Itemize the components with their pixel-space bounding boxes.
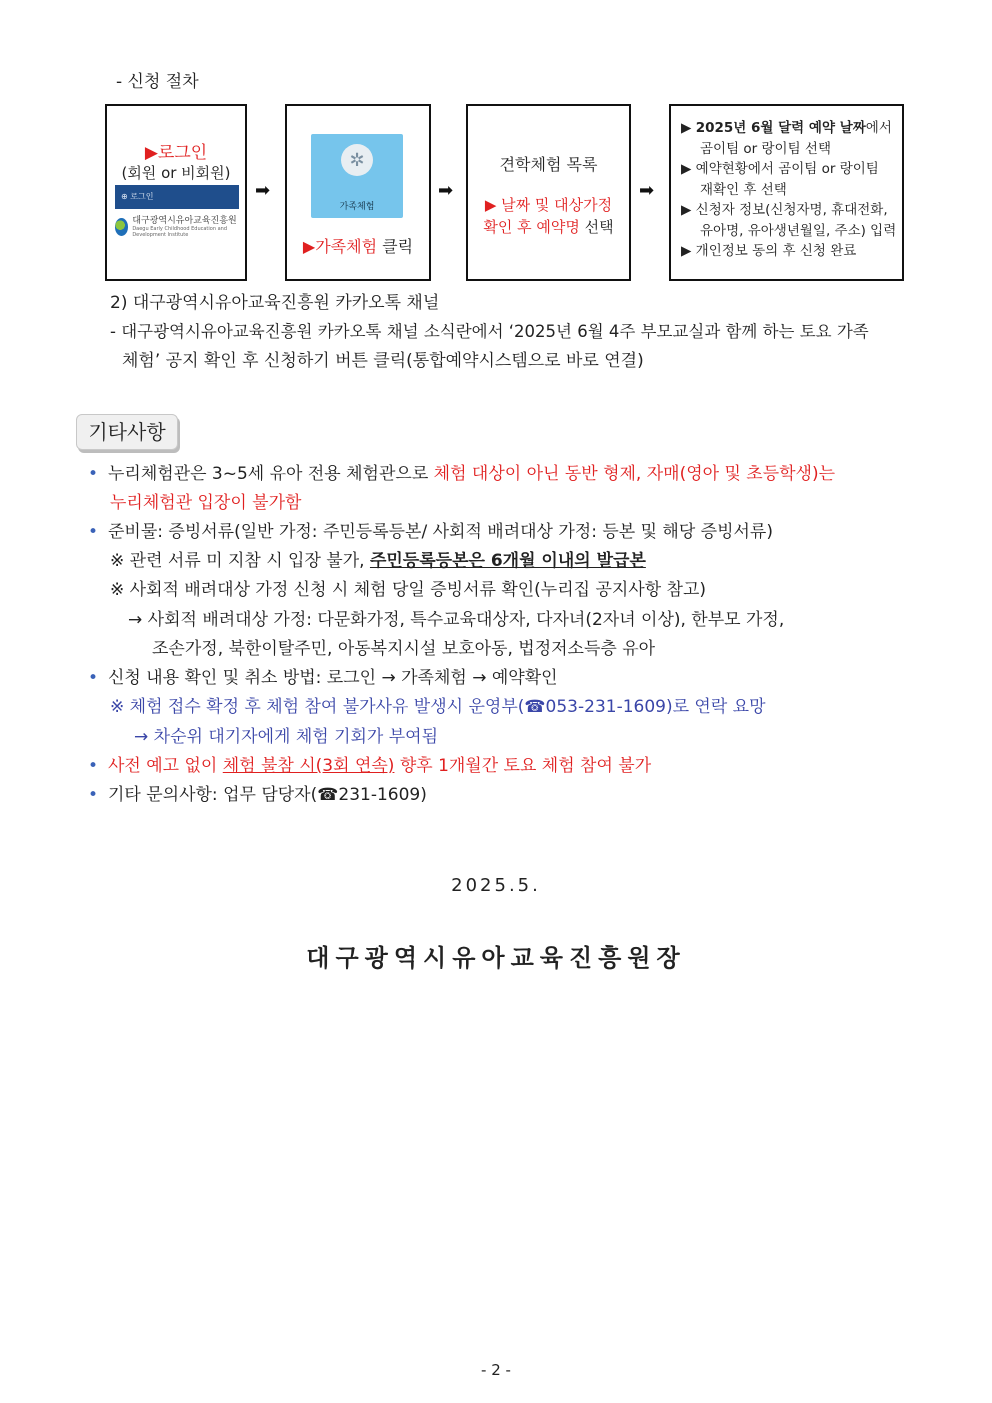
- etc-item-1-cont: 누리체험관 입장이 불가함: [110, 493, 302, 513]
- bullet-marker-1: •: [88, 464, 99, 484]
- etc-item-4: [108, 754, 651, 778]
- etc-item-2-note2: ※ 사회적 배려대상 가정 신청 시 체험 당일 증빙서류 확인(누리집 공지사항 참고): [110, 580, 707, 600]
- flow-arrow-3: ➡: [639, 180, 655, 201]
- bullet-marker-4: •: [88, 756, 99, 776]
- institute-logo: [115, 216, 245, 238]
- step-login-subtitle: (회원 or 비회원): [121, 164, 231, 182]
- etc-item-4-c: 향후 1개월간 토요 체험 참여 불가: [394, 756, 652, 776]
- bullet-marker-3: •: [88, 668, 99, 688]
- step-login-box: [105, 104, 247, 281]
- family-tile-label: 가족체험: [339, 202, 375, 212]
- step-list-line1: ▶ 날짜 및 대상가정: [484, 196, 613, 214]
- document-signature: 대구광역시유아교육진흥원장: [306, 944, 686, 972]
- etc-item-4-a: 사전 예고 없이: [108, 756, 223, 776]
- document-date: 2025.5.: [451, 875, 541, 896]
- step-family-action: [287, 234, 429, 257]
- step-list-box: [466, 104, 631, 281]
- family-experience-tile: [311, 134, 403, 218]
- etc-item-1: [108, 462, 835, 486]
- etc-item-2-note1-emphasis: 주민등록등본은 6개월 이내의 발급본: [369, 551, 646, 571]
- kakao-line2: 체험’ 공지 확인 후 신청하기 버튼 클릭(통합예약시스템으로 바로 연결): [122, 351, 644, 371]
- flow-arrow-2: ➡: [438, 180, 454, 201]
- step-reserve-line1-bold: 2025년 6월 달력 예약 날짜: [695, 120, 866, 136]
- step-reserve-line4: 재확인 후 선택: [700, 181, 787, 198]
- step-list-line2-red: 확인 후 예약명: [483, 218, 580, 236]
- flow-arrow-1: ➡: [255, 180, 271, 201]
- step-list-line2: [468, 216, 629, 237]
- institute-logo-text: 대구광역시유아교육진흥원: [132, 216, 237, 226]
- step-reserve-box: [669, 104, 904, 281]
- kakao-title: 2) 대구광역시유아교육진흥원 카카오톡 채널: [110, 293, 440, 313]
- etc-item-2-note3-cont: 조손가정, 북한이탈주민, 아동복지시설 보호아동, 법정저소득층 유아: [152, 639, 656, 659]
- step-reserve-line1: [681, 118, 902, 139]
- institute-logo-icon: [115, 218, 128, 236]
- step-reserve-line5: ▶ 신청자 정보(신청자명, 휴대전화,: [681, 202, 888, 218]
- etc-item-1-warning: 체험 대상이 아닌 동반 형제, 자매(영아 및 초등학생)는: [433, 464, 836, 484]
- etc-item-2-note1: [110, 549, 646, 573]
- step-reserve-line6: 유아명, 유아생년월일, 주소) 입력: [700, 222, 897, 239]
- pinwheel-icon: ✲: [341, 144, 373, 176]
- step-family-box: [285, 104, 431, 281]
- step-list-line2-black: 선택: [579, 218, 614, 236]
- step-family-action-black: 클릭: [377, 237, 414, 256]
- etc-item-4-emphasis: 체험 불참 시(3회 연속): [222, 756, 395, 776]
- etc-item-2: 준비물: 증빙서류(일반 가정: 주민등록등본/ 사회적 배려대상 가정: 등본 및 해당 증빙서류): [108, 522, 773, 542]
- etc-item-3: 신청 내용 확인 및 취소 방법: 로그인 → 가족체험 → 예약확인: [108, 668, 558, 688]
- etc-item-3-note2: → 차순위 대기자에게 체험 기회가 부여됨: [134, 727, 439, 747]
- page-number: - 2 -: [481, 1361, 511, 1379]
- step-reserve-line3: ▶ 예약현황에서 곰이팀 or 랑이팀: [681, 161, 879, 177]
- bullet-marker-2: •: [88, 522, 99, 542]
- step-reserve-line1-end: 에서: [865, 120, 892, 136]
- bullet-marker-5: •: [88, 785, 99, 805]
- etc-section-badge: 기타사항: [76, 414, 178, 450]
- step-reserve-line7: ▶ 개인정보 동의 후 신청 완료: [681, 243, 857, 259]
- institute-logo-subtext: Daegu Early Childhood Education and Development Institute: [132, 226, 228, 238]
- kakao-line1: - 대구광역시유아교육진흥원 카카오톡 채널 소식란에서 ‘2025년 6월 4주 부모교실과 함께 하는 토요 가족: [110, 322, 869, 341]
- etc-item-2-note3: → 사회적 배려대상 가정: 다문화가정, 특수교육대상자, 다자녀(2자녀 이상), 한부모 가정,: [128, 610, 785, 630]
- etc-item-1-text: 누리체험관은 3~5세 유아 전용 체험관으로: [108, 464, 434, 484]
- step-list-title: 견학체험 목록: [499, 155, 598, 174]
- step-reserve-line2: 곰이팀 or 랑이팀 선택: [700, 140, 832, 157]
- step-login-title: ▶로그인: [144, 143, 208, 163]
- step-reserve-line1-marker: ▶: [681, 120, 696, 136]
- etc-item-5: 기타 문의사항: 업무 담당자(☎231-1609): [108, 785, 427, 805]
- procedure-heading: - 신청 절차: [116, 72, 199, 92]
- step-family-action-red: ▶가족체험: [302, 237, 378, 256]
- etc-item-2-note1-text: ※ 관련 서류 미 지참 시 입장 불가,: [110, 551, 370, 571]
- etc-item-3-note1: ※ 체험 접수 확정 후 체험 참여 불가사유 발생시 운영부(☎053-231-1609)로 연락 요망: [110, 697, 766, 717]
- login-button-image: ⊕ 로그인: [115, 185, 239, 209]
